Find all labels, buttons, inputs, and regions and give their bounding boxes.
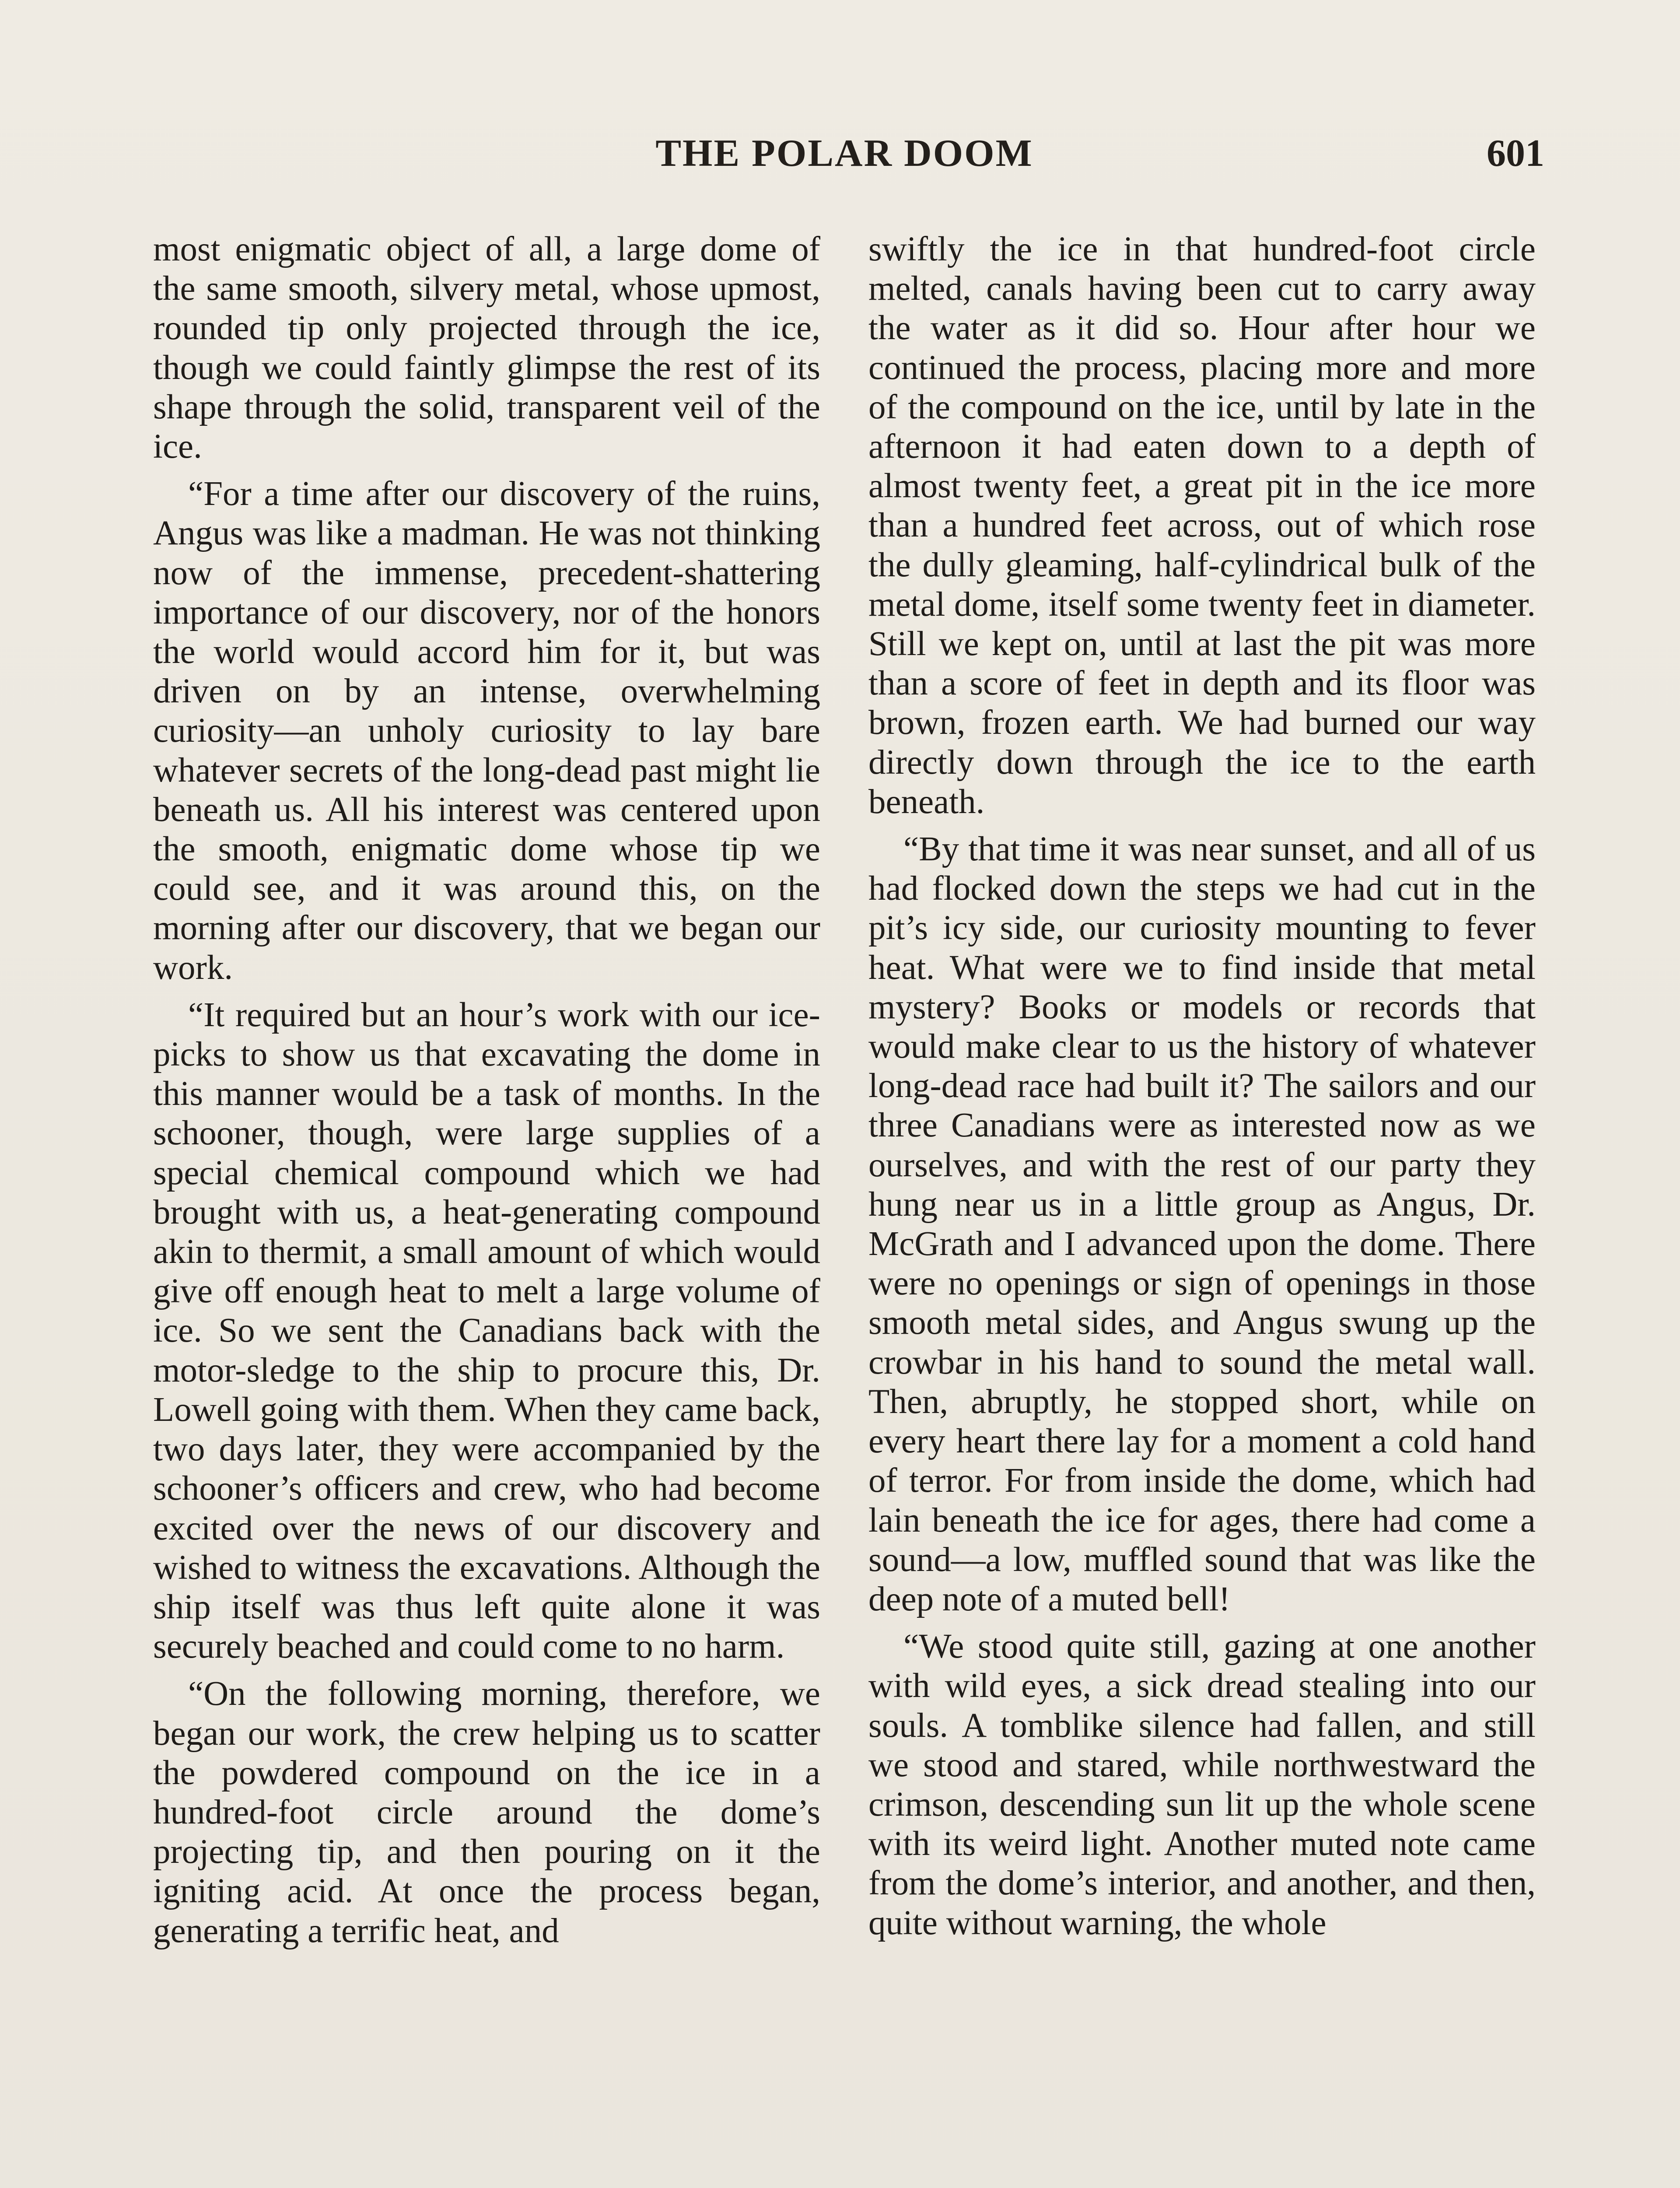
paragraph: “We stood quite still, gazing at one another with wild eyes, a sick dread stealing into our souls. A tomblike silence had fallen, and still we stood and stared, while northwestward the crimson, descending sun lit up the whole scene with its weird light. Another muted note came from the dome’s interior, and another, and then, quite without warning, the whole [868, 1627, 1536, 1942]
paragraph: “On the following morning, therefore, we began our work, the crew helping us to scatter the powdered compound on the ice in a hundred-foot circle around the dome’s projecting tip, and then pouring on it the igniting acid. At once the process began, generating a terrific heat, and [153, 1675, 820, 1950]
paragraph: most enigmatic object of all, a large dome of the same smooth, silvery metal, whose upmost, rounded tip only projected through the ice, though we could faintly glimpse the rest of its shape through the solid, transparent veil of the ice. [153, 230, 820, 466]
page-header [144, 131, 1544, 188]
paragraph: swiftly the ice in that hundred-foot circle melted, canals having been cut to carry away the water as it did so. Hour after hour we continued the process, placing more and more of the compound on the ice, until by late in the afternoon it had eaten down to a depth of almost twenty feet, a great pit in the ice more than a hundred feet across, out of which rose the dully gleaming, half-cylindrical bulk of the metal dome, itself some twenty feet in diameter. Still we kept on, until at last the pit was more than a score of feet in depth and its floor was brown, frozen earth. We had burned our way directly down through the ice to the earth beneath. [868, 230, 1536, 821]
right-column [868, 230, 1536, 1943]
paragraph: “It required but an hour’s work with our ice-picks to show us that excavating the dome in this manner would be a task of months. In the schooner, though, were large supplies of a special chemical compound which we had brought with us, a heat-generating compound akin to thermit, a small amount of which would give off enough heat to melt a large volume of ice. So we sent the Canadians back with the motor-sledge to the ship to procure this, Dr. Lowell going with them. When they came back, two days later, they were accompanied by the schooner’s officers and crew, who had become excited over the news of our discovery and wished to witness the excavations. Although the ship itself was thus left quite alone it was securely beached and could come to no harm. [153, 996, 820, 1666]
left-column [153, 230, 820, 1951]
paragraph: “By that time it was near sunset, and all of us had flocked down the steps we had cut in the pit’s icy side, our curiosity mounting to fever heat. What were we to find inside that metal mystery? Books or models or records that would make clear to us the history of whatever long-dead race had built it? The sailors and our three Canadians were as interested now as we ourselves, and with the rest of our party they hung near us in a little group as Angus, Dr. McGrath and I advanced upon the dome. There were no openings or sign of openings in those smooth metal sides, and Angus swung up the crowbar in his hand to sound the metal wall. Then, abruptly, he stopped short, while on every heart there lay for a moment a cold hand of terror. For from inside the dome, which had lain beneath the ice for ages, there had come a sound—a low, muffled sound that was like the deep note of a muted bell! [868, 830, 1536, 1618]
paragraph: “For a time after our discovery of the ruins, Angus was like a madman. He was not thinking now of the immense, precedent-shattering importance of our discovery, nor of the honors the world would accord him for it, but was driven on by an intense, overwhelming curiosity—an unholy curiosity to lay bare whatever secrets of the long-dead past might lie beneath us. All his interest was centered upon the smooth, enigmatic dome whose tip we could see, and it was around this, on the morning after our discovery, that we began our work. [153, 475, 820, 987]
running-title: THE POLAR DOOM [655, 132, 1033, 175]
page-number: 601 [1487, 132, 1544, 175]
